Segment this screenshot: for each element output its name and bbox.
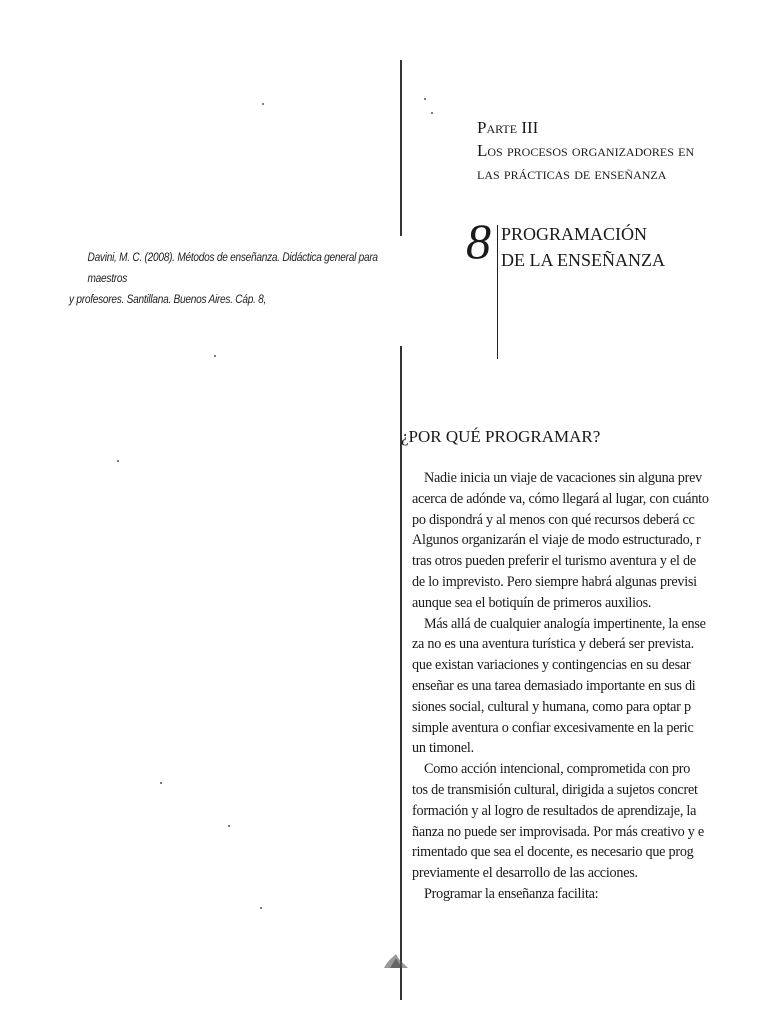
- body-line: Programar la enseñanza facilita:: [424, 885, 599, 902]
- body-line: que existan variaciones y contingencias en su desar: [412, 657, 691, 674]
- body-line: ñanza no puede ser improvisada. Por más creativo y e: [412, 823, 704, 840]
- scan-speck: [431, 112, 433, 114]
- body-line: Algunos organizarán el viaje de modo estructurado, r: [412, 532, 701, 549]
- scan-speck: [160, 782, 162, 784]
- body-line: de lo imprevisto. Pero siempre habrá algunas previsi: [412, 573, 697, 590]
- body-line: po dispondrá y al menos con qué recursos deberá cc: [412, 511, 695, 528]
- citation-line-2: y profesores. Santillana. Buenos Aires. Cáp. 8,: [69, 294, 267, 306]
- body-line: formación y al logro de resultados de aprendizaje, la: [412, 802, 697, 819]
- body-line: Como acción intencional, comprometida con pro: [424, 761, 691, 778]
- body-line: siones social, cultural y humana, como para optar p: [412, 698, 691, 715]
- body-line: enseñar es una tarea demasiado importante en sus di: [412, 677, 696, 694]
- body-line: tras otros pueden preferir el turismo aventura y el de: [412, 553, 696, 570]
- book-gutter-line: [400, 60, 402, 1000]
- body-line: Nadie inicia un viaje de vacaciones sin alguna prev: [424, 470, 702, 486]
- part-title-line-1: Los procesos organizadores en: [477, 141, 695, 160]
- body-line: aunque sea el botiquín de primeros auxilios.: [412, 594, 652, 611]
- section-heading: ¿POR QUÉ PROGRAMAR?: [401, 427, 601, 446]
- body-line: un timonel.: [412, 740, 474, 757]
- body-line: Más allá de cualquier analogía impertinente, la ense: [424, 615, 706, 632]
- citation-line-1: Davini, M. C. (2008). Métodos de enseñanza. Didáctica general para maestros: [87, 252, 378, 285]
- scan-speck: [228, 825, 230, 827]
- body-line: acerca de adónde va, cómo llegará al lugar, con cuánto: [412, 490, 709, 507]
- scan-speck: [214, 355, 216, 357]
- body-line: za no es una aventura turística y deberá ser prevista.: [412, 636, 694, 653]
- body-text: [412, 468, 709, 905]
- citation-note: [40, 248, 392, 311]
- part-label: Parte III: [477, 118, 539, 137]
- body-line: simple aventura o confiar excesivamente en la peric: [412, 719, 694, 736]
- chapter-number: 8: [466, 213, 491, 269]
- chapter-title: [501, 221, 665, 273]
- scan-speck: [262, 103, 264, 105]
- chapter-title-line-2: DE LA ENSEÑANZA: [501, 250, 665, 270]
- scan-speck: [117, 460, 119, 462]
- part-header: [477, 116, 694, 185]
- chapter-divider-rule: [497, 225, 498, 359]
- chapter-title-line-1: PROGRAMACIÓN: [501, 224, 648, 244]
- part-title-line-2: las prácticas de enseñanza: [477, 164, 667, 183]
- scan-speck: [260, 907, 262, 909]
- scan-speck: [424, 98, 426, 100]
- ink-smudge: [382, 950, 410, 970]
- body-line: previamente el desarrollo de las acciones.: [412, 865, 638, 882]
- body-line: tos de transmisión cultural, dirigida a sujetos concret: [412, 781, 698, 798]
- gutter-gap: [400, 236, 403, 346]
- body-line: rimentado que sea el docente, es necesario que prog: [412, 844, 694, 861]
